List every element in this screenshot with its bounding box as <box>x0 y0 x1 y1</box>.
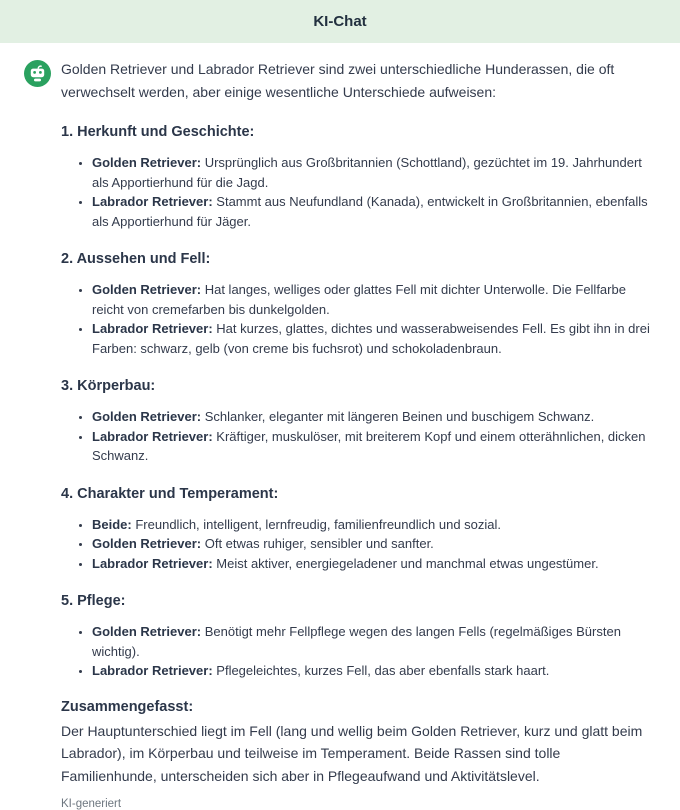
bullet-label: Labrador Retriever: <box>92 194 213 209</box>
list-item <box>92 554 656 574</box>
list-item <box>92 534 656 554</box>
bullet-list-pflege <box>61 622 656 681</box>
bullet-label: Labrador Retriever: <box>92 321 213 336</box>
chat-message <box>0 43 680 810</box>
bullet-text: Kräftiger, muskulöser, mit breiterem Kopf und einem otterähnlichen, dicken Schwanz. <box>92 428 646 463</box>
bullet-label: Labrador Retriever: <box>92 663 213 678</box>
bullet-label: Golden Retriever: <box>92 536 202 551</box>
list-item <box>92 280 656 319</box>
ai-generated-label: KI-generiert <box>61 798 122 810</box>
section-heading-pflege: 5. Pflege: <box>61 593 126 609</box>
bullet-text: Freundlich, intelligent, lernfreudig, familienfreundlich und sozial. <box>135 516 502 532</box>
bullet-text: Ursprünglich aus Großbritannien (Schottland), gezüchtet im 19. Jahrhundert als Apportierhund für die Jagd. <box>92 155 642 190</box>
bullet-list-koerperbau <box>61 407 656 466</box>
list-item <box>92 622 656 661</box>
section-heading-koerperbau: 3. Körperbau: <box>61 378 156 394</box>
app-header <box>0 0 680 43</box>
list-item <box>92 515 656 535</box>
list-item <box>92 407 656 427</box>
section-heading-herkunft: 1. Herkunft und Geschichte: <box>61 124 255 140</box>
bullet-text: Hat langes, welliges oder glattes Fell mit dichter Unterwolle. Die Fellfarbe reicht von cremefarben bis dunkelgolden. <box>92 282 626 317</box>
bullet-label: Labrador Retriever: <box>92 428 213 444</box>
section-heading-aussehen: 2. Aussehen und Fell: <box>61 251 211 267</box>
bullet-text: Schlanker, eleganter mit längeren Beinen und buschigem Schwanz. <box>204 409 595 424</box>
robot-icon <box>24 60 51 87</box>
bullet-text: Meist aktiver, energiegeladener und manchmal etwas ungestümer. <box>216 555 599 571</box>
bullet-label: Golden Retriever: <box>92 155 202 170</box>
message-content <box>61 58 656 810</box>
list-item <box>92 192 656 231</box>
summary-heading: Zusammengefasst: <box>61 698 194 715</box>
bullet-text: Pflegeleichtes, kurzes Fell, das aber ebenfalls stark haart. <box>216 663 550 678</box>
bullet-label: Golden Retriever: <box>92 282 202 297</box>
bullet-list-herkunft <box>61 153 656 231</box>
bullet-text: Benötigt mehr Fellpflege wegen des langen Fells (regelmäßiges Bürsten wichtig). <box>92 624 621 659</box>
page-title: KI-Chat <box>313 13 367 30</box>
section-heading-charakter: 4. Charakter und Temperament: <box>61 485 279 502</box>
bullet-list-aussehen <box>61 280 656 358</box>
intro-paragraph: Golden Retriever und Labrador Retriever sind zwei unterschiedliche Hunderassen, die oft verwechselt werden, aber einige wesentliche Unterschiede aufweisen: <box>61 61 615 100</box>
bullet-label: Golden Retriever: <box>92 409 202 424</box>
list-item <box>92 153 656 192</box>
bullet-list-charakter <box>61 515 656 574</box>
bullet-label: Golden Retriever: <box>92 624 202 639</box>
bot-avatar <box>24 60 51 87</box>
list-item <box>92 661 656 681</box>
bullet-text: Hat kurzes, glattes, dichtes und wasserabweisendes Fell. Es gibt ihn in drei Farben: schwarz, gelb (von creme bis fuchsrot) und schokoladenbraun. <box>92 321 650 356</box>
list-item <box>92 427 656 466</box>
list-item <box>92 319 656 358</box>
summary-paragraph: Der Hauptunterschied liegt im Fell (lang und wellig beim Golden Retriever, kurz und glatt beim Labrador), im Körperbau und teilweise im Temperament. Beide Rassen sind tolle Familienhunde, unterscheiden sich aber in Pflegeaufwand und Aktivitätslevel. <box>61 722 643 784</box>
bullet-text: Stammt aus Neufundland (Kanada), entwickelt in Großbritannien, ebenfalls als Apportierhund für Jäger. <box>92 194 648 229</box>
bullet-text: Oft etwas ruhiger, sensibler und sanfter. <box>204 536 434 551</box>
bullet-label: Beide: <box>92 516 132 532</box>
bullet-label: Labrador Retriever: <box>92 555 213 571</box>
